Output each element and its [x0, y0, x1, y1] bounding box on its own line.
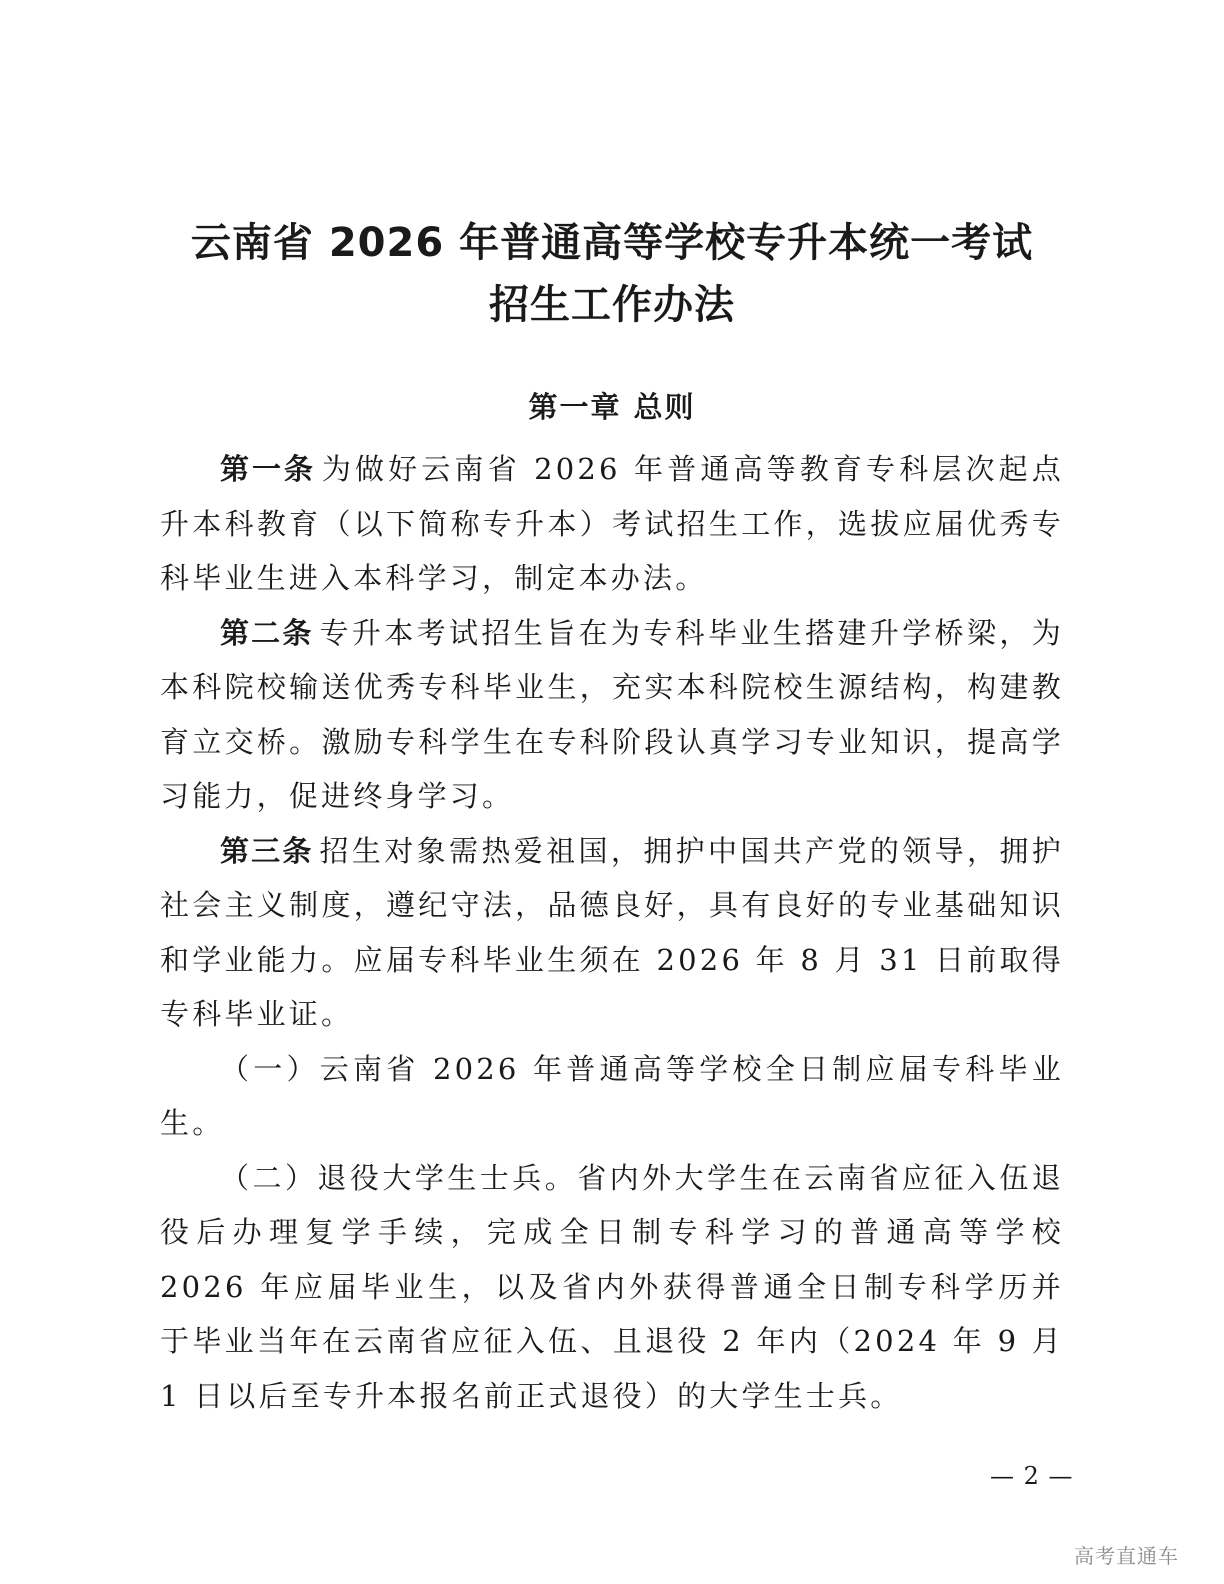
document-title	[0, 212, 1224, 336]
chapter-heading: 第一章 总则	[528, 390, 696, 424]
article-2	[160, 606, 1064, 824]
article-1	[160, 442, 1064, 606]
document-body	[160, 442, 1064, 1423]
article-3-label: 第三条	[220, 833, 314, 868]
watermark: 高考直通车	[1074, 1544, 1179, 1568]
item-2: （二）退役大学生士兵。省内外大学生在云南省应征入伍退役后办理复学手续，完成全日制专科学习的普通高等学校 2026 年应届毕业生，以及省内外获得普通全日制专科学历并于毕业当年在云南省应征入伍、且退役 2 年内（2024 年 9 月 1 日以后至专升本报名前正式退役）的大学生士兵。	[160, 1160, 1064, 1413]
document-title-line-2: 招生工作办法	[489, 282, 735, 328]
article-1-text: 为做好云南省 2026 年普通高等教育专科层次起点升本科教育（以下简称专升本）考试招生工作，选拔应届优秀专科毕业生进入本科学习，制定本办法。	[160, 452, 1064, 595]
article-2-text: 专升本考试招生旨在为专科毕业生搭建升学桥梁，为本科院校输送优秀专科毕业生，充实本科院校生源结构，构建教育立交桥。激励专科学生在专科阶段认真学习专业知识，提高学习能力，促进终身学习。	[160, 615, 1064, 813]
article-3-text: 招生对象需热爱祖国，拥护中国共产党的领导，拥护社会主义制度，遵纪守法，品德良好，具有良好的专业基础知识和学业能力。应届专科毕业生须在 2026 年 8 月 31 日前取得专科毕业证。	[160, 833, 1064, 1031]
article-1-label: 第一条	[220, 452, 316, 486]
page-number: — 2 —	[990, 1462, 1074, 1490]
article-3	[160, 824, 1064, 1042]
item-1: （一）云南省 2026 年普通高等学校全日制应届专科毕业生。	[160, 1051, 1064, 1140]
article-2-label: 第二条	[220, 615, 314, 650]
document-title-line-1: 云南省 2026 年普通高等学校专升本统一考试	[190, 220, 1034, 266]
